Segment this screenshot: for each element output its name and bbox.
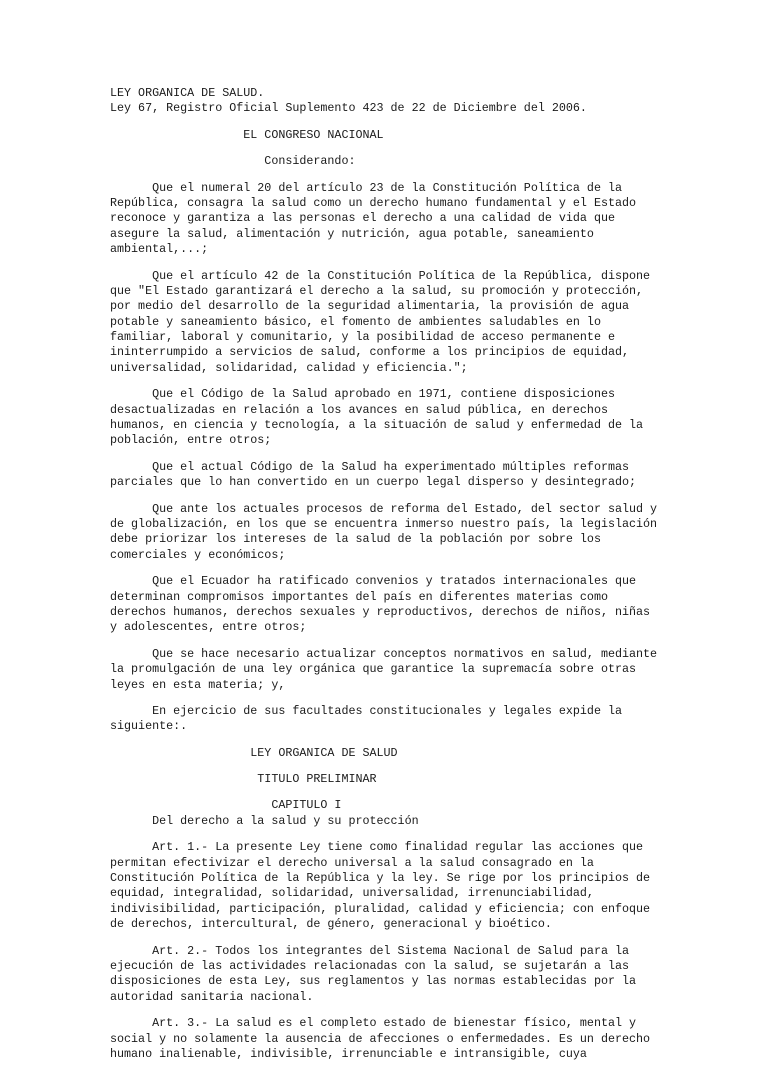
considerando-paragraph-4 bbox=[110, 460, 670, 491]
text-line: humanos, en ciencia y tecnología, a la situación de salud y enfermedad de la bbox=[110, 418, 644, 433]
article-2 bbox=[110, 944, 670, 1006]
text-line: que "El Estado garantizará el derecho a la salud, su promoción y protección, bbox=[110, 283, 644, 298]
text-line: de derechos, intercultural, de género, generacional y bioético. bbox=[110, 917, 552, 932]
text-line: Que el Código de la Salud aprobado en 1971, contiene disposiciones bbox=[110, 387, 615, 402]
article-3 bbox=[110, 1016, 670, 1062]
text-line: de globalización, en los que se encuentra inmerso nuestro país, la legislación bbox=[110, 516, 658, 531]
text-line: derechos humanos, derechos sexuales y reproductivos, derechos de niños, niñas bbox=[110, 604, 651, 619]
text-line: Art. 1.- La presente Ley tiene como finalidad regular las acciones que bbox=[110, 840, 644, 855]
text-line: Que el numeral 20 del artículo 23 de la Constitución Política de la bbox=[110, 180, 622, 195]
considerando-paragraph-7 bbox=[110, 647, 670, 693]
text-line: asegure la salud, alimentación y nutrición, agua potable, saneamiento bbox=[110, 226, 594, 241]
text-line: reconoce y garantiza a las personas el derecho a una calidad de vida que bbox=[110, 211, 615, 226]
chapter-number: CAPITULO I bbox=[110, 798, 342, 813]
text-line: familiar, laboral y comunitario, y la posibilidad de acceso permanente e bbox=[110, 330, 615, 345]
considering-heading: Considerando: bbox=[110, 154, 356, 169]
article-1 bbox=[110, 840, 670, 932]
text-line: desactualizadas en relación a los avances en salud pública, en derechos bbox=[110, 402, 608, 417]
text-line: Que se hace necesario actualizar conceptos normativos en salud, mediante bbox=[110, 646, 658, 661]
considerando-paragraph-3 bbox=[110, 387, 670, 449]
text-line: permitan efectivizar el derecho universal a la salud consagrado en la bbox=[110, 855, 594, 870]
text-line: autoridad sanitaria nacional. bbox=[110, 989, 314, 1004]
text-line: Art. 2.- Todos los integrantes del Sistema Nacional de Salud para la bbox=[110, 943, 630, 958]
text-line: República, consagra la salud como un derecho humano fundamental y el Estado bbox=[110, 195, 637, 210]
text-line: Que el artículo 42 de la Constitución Política de la República, dispone bbox=[110, 268, 651, 283]
law-registry: Ley 67, Registro Oficial Suplemento 423 de 22 de Diciembre del 2006. bbox=[110, 101, 587, 116]
text-line: y adolescentes, entre otros; bbox=[110, 620, 307, 635]
text-line: por medio del desarrollo de la seguridad alimentaria, la provisión de agua bbox=[110, 299, 630, 314]
text-line: Art. 3.- La salud es el completo estado de bienestar físico, mental y bbox=[110, 1016, 637, 1031]
text-line: Que ante los actuales procesos de reforma del Estado, del sector salud y bbox=[110, 501, 658, 516]
text-line: siguiente:. bbox=[110, 719, 188, 734]
considerando-paragraph-2 bbox=[110, 269, 670, 377]
considerando-paragraph-5 bbox=[110, 502, 670, 564]
text-line: leyes en esta materia; y, bbox=[110, 677, 286, 692]
text-line: la promulgación de una ley orgánica que garantice la supremacía sobre otras bbox=[110, 662, 637, 677]
considerando-paragraph-1 bbox=[110, 181, 670, 258]
enactment-paragraph bbox=[110, 704, 670, 735]
text-line: Que el Ecuador ha ratificado convenios y tratados internacionales que bbox=[110, 574, 637, 589]
text-line: debe priorizar los intereses de la salud de la población por sobre los bbox=[110, 532, 601, 547]
text-line: determinan compromisos importantes del país en diferentes materias como bbox=[110, 589, 608, 604]
text-line: ambiental,...; bbox=[110, 242, 209, 257]
text-line: equidad, integralidad, solidaridad, universalidad, irrenunciabilidad, bbox=[110, 886, 594, 901]
text-line: social y no solamente la ausencia de afecciones o enfermedades. Es un derecho bbox=[110, 1031, 651, 1046]
text-line: ininterrumpido a servicios de salud, conforme a los principios de equidad, bbox=[110, 345, 630, 360]
considerando-paragraph-6 bbox=[110, 574, 670, 636]
document-page bbox=[110, 86, 670, 1062]
text-line: Que el actual Código de la Salud ha experimentado múltiples reformas bbox=[110, 459, 630, 474]
law-name: LEY ORGANICA DE SALUD. bbox=[110, 86, 265, 100]
document-header bbox=[110, 86, 670, 117]
text-line: ejecución de las actividades relacionadas con la salud, se sujetarán a las bbox=[110, 958, 630, 973]
text-line: humano inalienable, indivisible, irrenunciable e intransigible, cuya bbox=[110, 1046, 587, 1061]
text-line: indivisibilidad, participación, pluralidad, calidad y eficiencia; con enfoque bbox=[110, 901, 651, 916]
text-line: población, entre otros; bbox=[110, 433, 272, 448]
chapter-heading bbox=[110, 798, 670, 829]
text-line: parciales que lo han convertido en un cuerpo legal disperso y desintegrado; bbox=[110, 475, 637, 490]
congress-heading: EL CONGRESO NACIONAL bbox=[110, 127, 384, 142]
text-line: potable y saneamiento básico, el fomento de ambientes saludables en lo bbox=[110, 314, 601, 329]
text-line: En ejercicio de sus facultades constitucionales y legales expide la bbox=[110, 703, 622, 718]
law-title-heading: LEY ORGANICA DE SALUD bbox=[110, 745, 398, 760]
chapter-title: Del derecho a la salud y su protección bbox=[110, 813, 419, 828]
text-line: Constitución Política de la República y la ley. Se rige por los principios de bbox=[110, 871, 651, 886]
titulo-heading: TITULO PRELIMINAR bbox=[110, 772, 377, 787]
text-line: disposiciones de esta Ley, sus reglamentos y las normas establecidas por la bbox=[110, 974, 637, 989]
text-line: universalidad, solidaridad, calidad y eficiencia."; bbox=[110, 360, 468, 375]
text-line: comerciales y económicos; bbox=[110, 547, 286, 562]
